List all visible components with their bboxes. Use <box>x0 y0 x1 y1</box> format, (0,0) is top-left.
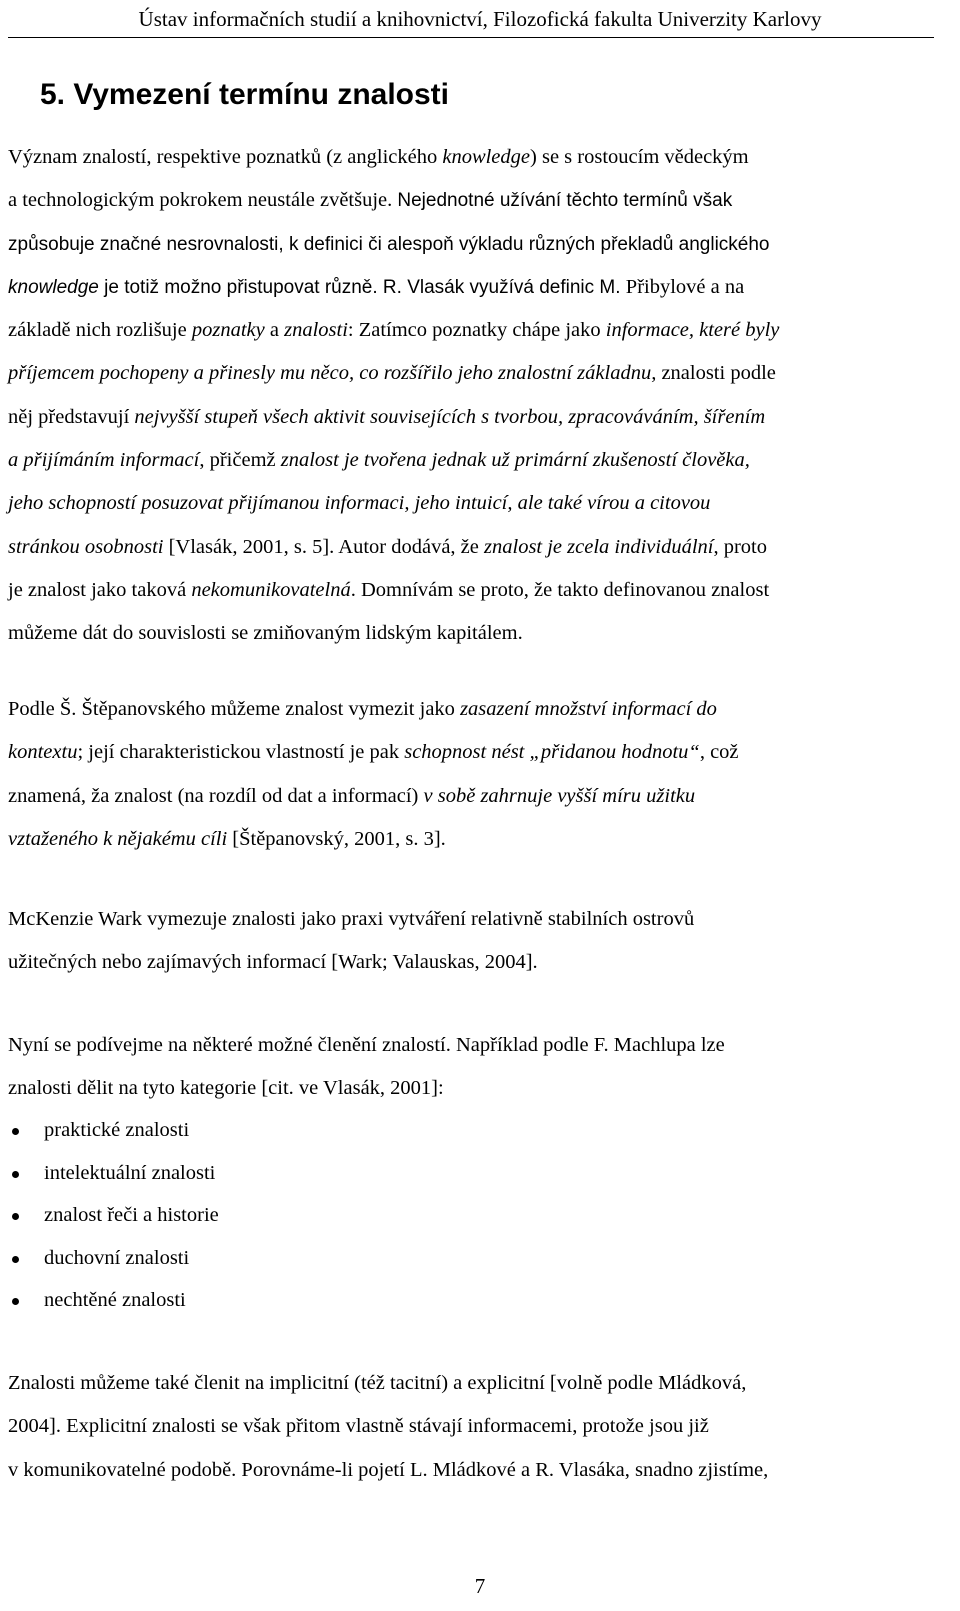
text-line: základě nich rozlišuje poznatky a znalosti: Zatímco poznatky chápe jako informace, které byly <box>8 319 780 342</box>
text-line: a technologickým pokrokem neustále zvětšuje. Nejednotné užívání těchto termínů však <box>8 189 733 212</box>
page-number: 7 <box>474 1574 486 1598</box>
paragraph-knowledge-definition <box>8 136 938 656</box>
text-line: Význam znalostí, respektive poznatků (z anglického knowledge) se s rostoucím vědeckým <box>8 146 749 168</box>
text-line: McKenzie Wark vymezuje znalosti jako praxi vytváření relativně stabilních ostrovů <box>8 908 695 930</box>
text-line: jeho schopností posuzovat přijímanou informaci, jeho intuicí, ale také vírou a citovou <box>8 492 711 515</box>
bullet-icon <box>12 1213 19 1220</box>
list-item: duchovní znalosti <box>8 1237 219 1280</box>
paragraph-wark <box>8 898 938 985</box>
text-line: knowledge je totiž možno přistupovat různě. R. Vlasák využívá definic M. Přibylové a na <box>8 275 745 298</box>
list-item: intelektuální znalosti <box>8 1152 219 1195</box>
text-line: 2004]. Explicitní znalosti se však přitom vlastně stávají informacemi, protože jsou již <box>8 1415 709 1438</box>
text-line: a přijímáním informací, přičemž znalost je tvořena jednak už primární zkušeností člověka, <box>8 449 750 472</box>
text-line: stránkou osobnosti [Vlasák, 2001, s. 5]. Autor dodává, že znalost je zcela individuální, proto <box>8 535 768 558</box>
text-line: znamená, ža znalost (na rozdíl od dat a informací) v sobě zahrnuje vyšší míru užitku <box>8 784 696 807</box>
text-line: Podle Š. Štěpanovského můžeme znalost vymezit jako zasazení množství informací do <box>8 698 717 720</box>
paragraph-implicit-explicit <box>8 1362 938 1492</box>
text-line: můžeme dát do souvislosti se zmiňovaným lidským kapitálem. <box>8 622 523 645</box>
text-line: kontextu; její charakteristickou vlastností je pak schopnost nést „přidanou hodnotu“, což <box>8 741 739 764</box>
text-line: něj představují nejvyšší stupeň všech aktivit souvisejících s tvorbou, zpracováváním, šířením <box>8 405 766 428</box>
text-line: je znalost jako taková nekomunikovatelná. Domnívám se proto, že takto definovanou znalost <box>8 578 770 601</box>
text-line: v komunikovatelné podobě. Porovnáme-li pojetí L. Mládkové a R. Vlasáka, snadno zjistíme, <box>8 1458 769 1481</box>
text-line: užitečných nebo zajímavých informací [Wark; Valauskas, 2004]. <box>8 951 538 974</box>
text-line: příjemcem pochopeny a přinesly mu něco, co rozšířilo jeho znalostní základnu, znalosti podle <box>8 362 776 385</box>
running-header: Ústav informačních studií a knihovnictví, Filozofická fakulta Univerzity Karlovy <box>138 7 822 31</box>
paragraph-stepanovsky <box>8 688 938 861</box>
list-item: nechtěné znalosti <box>8 1279 219 1322</box>
list-item: praktické znalosti <box>8 1109 219 1152</box>
header-rule <box>8 37 934 38</box>
list-item: znalost řeči a historie <box>8 1194 219 1237</box>
bullet-icon <box>12 1256 19 1263</box>
text-line: Nyní se podívejme na některé možné členění znalostí. Například podle F. Machlupa lze <box>8 1034 725 1056</box>
text-line: vztaženého k nějakému cíli [Štěpanovský, 2001, s. 3]. <box>8 827 446 850</box>
paragraph-machlup <box>8 1024 938 1111</box>
text-line: Znalosti můžeme také členit na implicitní (též tacitní) a explicitní [volně podle Mládková, <box>8 1372 747 1394</box>
text-line: způsobuje značné nesrovnalosti, k definici či alespoň výkladu různých překladů anglického <box>8 233 770 255</box>
bullet-icon <box>12 1298 19 1305</box>
section-heading: 5. Vymezení termínu znalosti <box>40 78 449 111</box>
bullet-icon <box>12 1128 19 1135</box>
knowledge-categories-list <box>8 1109 219 1322</box>
text-line: znalosti dělit na tyto kategorie [cit. ve Vlasák, 2001]: <box>8 1077 444 1100</box>
bullet-icon <box>12 1171 19 1178</box>
